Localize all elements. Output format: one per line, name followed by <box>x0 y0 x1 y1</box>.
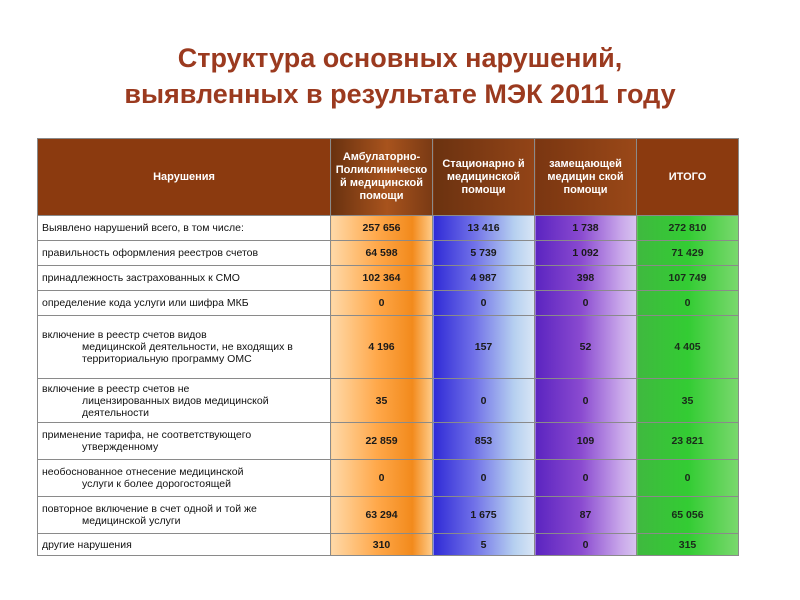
table-row <box>38 241 739 266</box>
cell-ambulatory: 4 196 <box>331 316 433 379</box>
cell-substitute: 87 <box>535 497 637 534</box>
row-label: Выявлено нарушений всего, в том числе: <box>38 216 331 241</box>
row-label: включение в реестр счетов видов медицинской деятельности, не входящих в территориальную программу ОМС <box>38 316 331 379</box>
cell-total: 272 810 <box>637 216 739 241</box>
table-row <box>38 460 739 497</box>
row-label: правильность оформления реестров счетов <box>38 241 331 266</box>
row-label: повторное включение в счет одной и той же медицинской услуги <box>38 497 331 534</box>
table-row <box>38 497 739 534</box>
header-inpatient: Стационарно й медицинской помощи <box>433 139 535 216</box>
cell-total: 315 <box>637 534 739 556</box>
cell-inpatient: 5 <box>433 534 535 556</box>
header-ambulatory: Амбулаторно-Поликлиническо й медицинской помощи <box>331 139 433 216</box>
row-label: определение кода услуги или шифра МКБ <box>38 291 331 316</box>
title-line-2: выявленных в результате МЭК 2011 году <box>124 79 676 109</box>
cell-ambulatory: 310 <box>331 534 433 556</box>
cell-inpatient: 1 675 <box>433 497 535 534</box>
cell-inpatient: 0 <box>433 379 535 423</box>
cell-substitute: 109 <box>535 423 637 460</box>
cell-total: 23 821 <box>637 423 739 460</box>
row-label: включение в реестр счетов не лицензированных видов медицинской деятельности <box>38 379 331 423</box>
cell-ambulatory: 0 <box>331 460 433 497</box>
cell-substitute: 0 <box>535 460 637 497</box>
title-line-1: Структура основных нарушений, <box>177 43 623 73</box>
cell-substitute: 1 092 <box>535 241 637 266</box>
cell-inpatient: 0 <box>433 291 535 316</box>
header-total: ИТОГО <box>637 139 739 216</box>
cell-inpatient: 13 416 <box>433 216 535 241</box>
cell-substitute: 1 738 <box>535 216 637 241</box>
table-row <box>38 534 739 556</box>
cell-inpatient: 853 <box>433 423 535 460</box>
cell-inpatient: 157 <box>433 316 535 379</box>
violations-table <box>37 138 739 556</box>
row-label: применение тарифа, не соответствующего утвержденному <box>38 423 331 460</box>
page-title <box>0 40 800 112</box>
table-row <box>38 266 739 291</box>
table-row <box>38 423 739 460</box>
cell-total: 0 <box>637 291 739 316</box>
table-row <box>38 216 739 241</box>
row-label: необоснованное отнесение медицинской услуги к более дорогостоящей <box>38 460 331 497</box>
cell-total: 65 056 <box>637 497 739 534</box>
cell-inpatient: 4 987 <box>433 266 535 291</box>
cell-substitute: 398 <box>535 266 637 291</box>
cell-ambulatory: 64 598 <box>331 241 433 266</box>
cell-total: 35 <box>637 379 739 423</box>
cell-total: 0 <box>637 460 739 497</box>
cell-substitute: 0 <box>535 379 637 423</box>
cell-inpatient: 0 <box>433 460 535 497</box>
cell-ambulatory: 0 <box>331 291 433 316</box>
cell-substitute: 0 <box>535 534 637 556</box>
cell-total: 71 429 <box>637 241 739 266</box>
cell-ambulatory: 35 <box>331 379 433 423</box>
cell-ambulatory: 257 656 <box>331 216 433 241</box>
cell-total: 107 749 <box>637 266 739 291</box>
cell-ambulatory: 102 364 <box>331 266 433 291</box>
cell-ambulatory: 63 294 <box>331 497 433 534</box>
cell-total: 4 405 <box>637 316 739 379</box>
cell-inpatient: 5 739 <box>433 241 535 266</box>
header-row <box>38 139 739 216</box>
cell-substitute: 0 <box>535 291 637 316</box>
table-row <box>38 379 739 423</box>
table-row <box>38 291 739 316</box>
row-label: другие нарушения <box>38 534 331 556</box>
cell-ambulatory: 22 859 <box>331 423 433 460</box>
row-label: принадлежность застрахованных к СМО <box>38 266 331 291</box>
header-substitute: замещающей медицин ской помощи <box>535 139 637 216</box>
table-row <box>38 316 739 379</box>
cell-substitute: 52 <box>535 316 637 379</box>
header-violations: Нарушения <box>38 139 331 216</box>
